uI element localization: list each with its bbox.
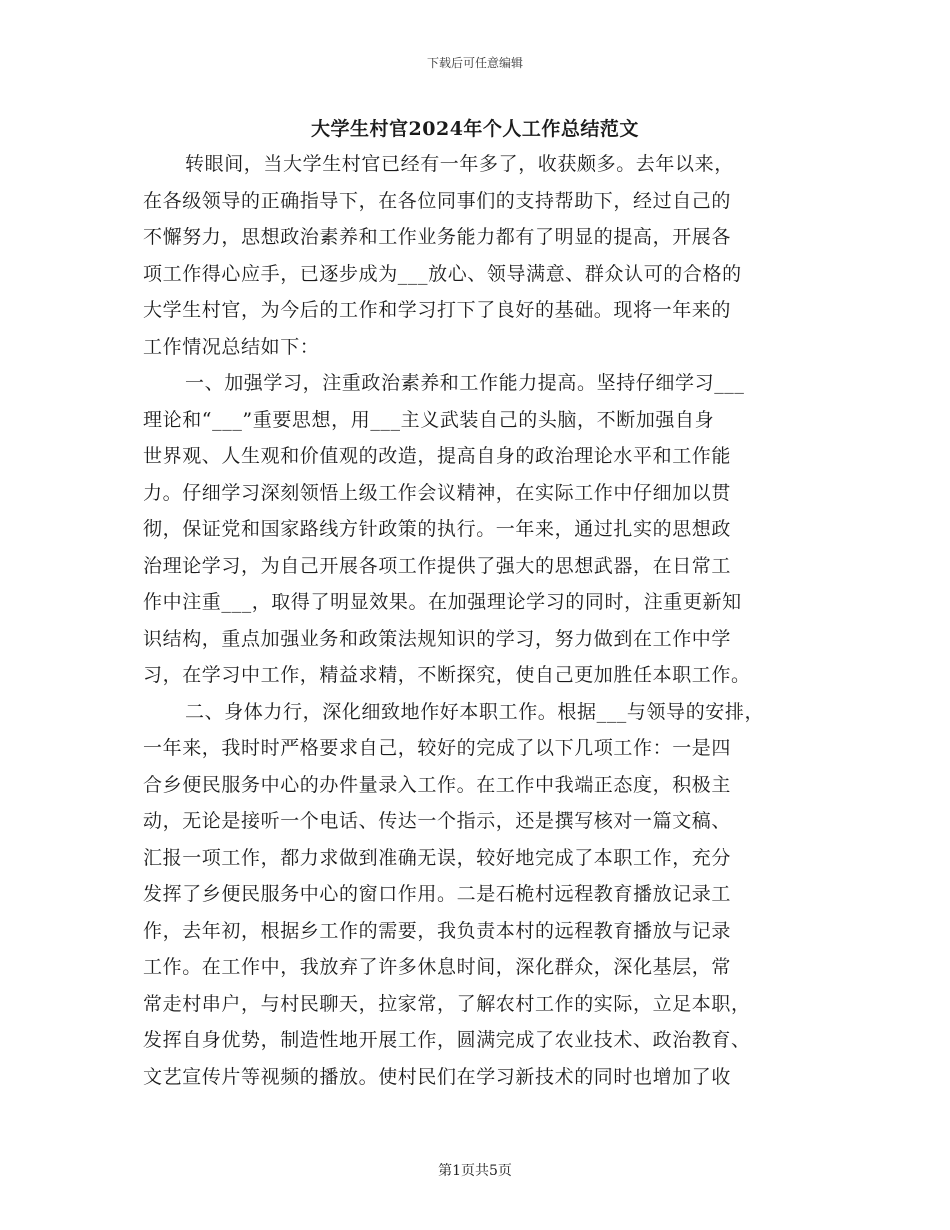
paragraph-line: 理论和“___”重要思想，用___主义武装自己的头脑，不断加强自身 <box>143 408 715 431</box>
paragraph-line: 世界观、人生观和价值观的改造，提高自身的政治理论水平和工作能 <box>143 445 732 467</box>
paragraph-line: 一、加强学习，注重政治素养和工作能力提高。坚持仔细学习___ <box>185 372 745 394</box>
paragraph-line: 转眼间，当大学生村官已经有一年多了，收获颇多。去年以来， <box>185 153 734 175</box>
paragraph-line: 动，无论是接听一个电话、传达一个指示，还是撰写核对一篇文稿、 <box>143 810 732 832</box>
paragraph-line: 工作。在工作中，我放弃了许多休息时间，深化群众，深化基层，常 <box>143 956 732 978</box>
paragraph-line: 在各级领导的正确指导下，在各位同事们的支持帮助下，经过自己的 <box>143 189 732 212</box>
paragraph-line: 治理论学习，为自己开展各项工作提供了强大的思想武器，在日常工 <box>143 554 732 577</box>
paragraph-line: 大学生村官，为今后的工作和学习打下了良好的基础。现将一年来的 <box>143 299 732 321</box>
document-title: 大学生村官2024年个人工作总结范文 <box>311 118 639 140</box>
paragraph-line: 彻，保证党和国家路线方针政策的执行。一年来，通过扎实的思想政 <box>143 518 732 540</box>
paragraph-line: 力。仔细学习深刻领悟上级工作会议精神，在实际工作中仔细加以贯 <box>143 481 732 504</box>
header-note: 下载后可任意编辑 <box>426 56 523 70</box>
paragraph-line: 习，在学习中工作，精益求精，不断探究，使自己更加胜任本职工作。 <box>143 664 751 686</box>
paragraph-line: 识结构，重点加强业务和政策法规知识的学习，努力做到在工作中学 <box>143 627 732 650</box>
paragraph-line: 二、身体力行，深化细致地作好本职工作。根据___与领导的安排， <box>185 700 765 723</box>
paragraph-line: 一年来，我时时严格要求自己，较好的完成了以下几项工作：一是四 <box>143 737 732 759</box>
page-footer: 第1页共5页 <box>438 1163 512 1179</box>
paragraph-line: 工作情况总结如下： <box>143 335 320 358</box>
paragraph-line: 发挥了乡便民服务中心的窗口作用。二是石桅村远程教育播放记录工 <box>143 883 732 905</box>
paragraph-line: 项工作得心应手，已逐步成为___放心、领导满意、群众认可的合格的 <box>143 262 742 285</box>
paragraph-line: 汇报一项工作，都力求做到准确无误，较好地完成了本职工作，充分 <box>143 846 732 869</box>
paragraph-line: 文艺宣传片等视频的播放。使村民们在学习新技术的同时也增加了收 <box>143 1065 732 1088</box>
paragraph-line: 作，去年初，根据乡工作的需要，我负责本村的远程教育播放与记录 <box>143 919 732 942</box>
document-body <box>143 146 823 1095</box>
paragraph-line: 作中注重___，取得了明显效果。在加强理论学习的同时，注重更新知 <box>143 591 742 613</box>
paragraph-line: 合乡便民服务中心的办件量录入工作。在工作中我端正态度，积极主 <box>143 773 732 796</box>
paragraph-line: 不懈努力，思想政治素养和工作业务能力都有了明显的提高，开展各 <box>143 226 732 248</box>
paragraph-line: 常走村串户，与村民聊天，拉家常，了解农村工作的实际，立足本职， <box>143 992 751 1015</box>
paragraph-line: 发挥自身优势，制造性地开展工作，圆满完成了农业技术、政治教育、 <box>143 1029 751 1051</box>
